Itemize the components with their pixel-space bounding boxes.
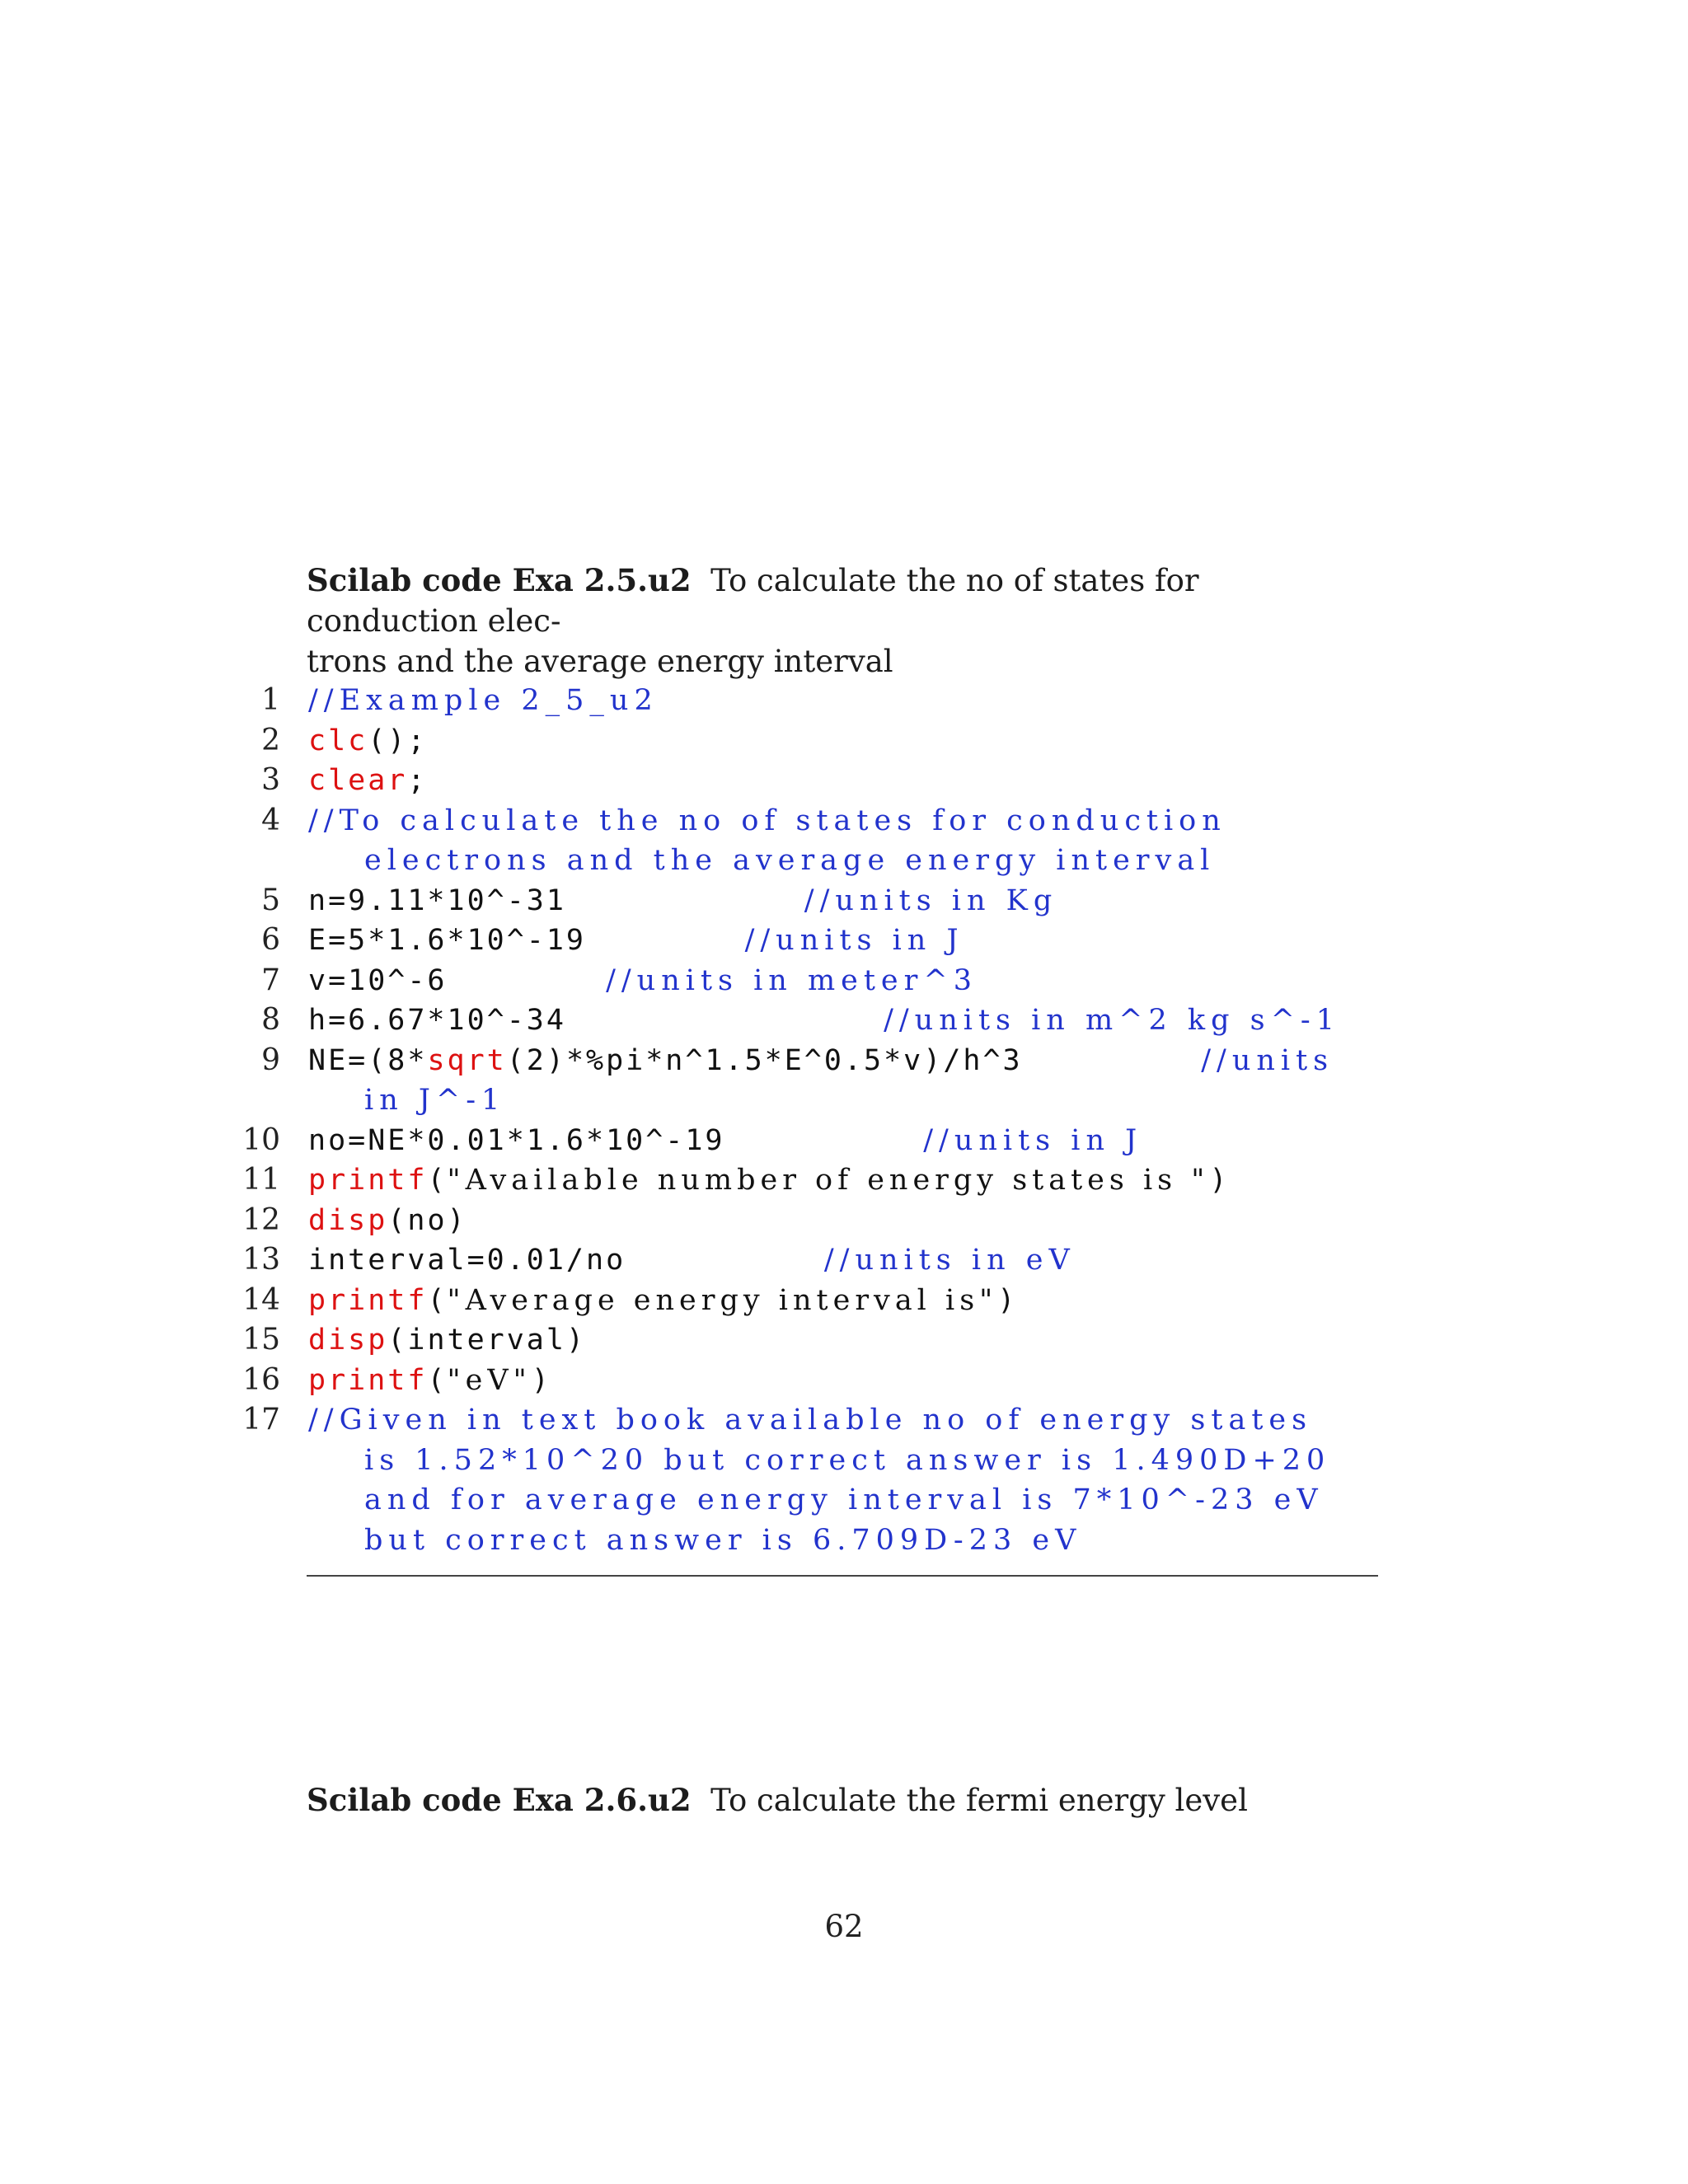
next-example-heading [307,1780,1378,1821]
code-comment: but correct answer is 6.709D-23 eV [364,1523,1082,1557]
example-label: Scilab code Exa 2.5.u2 [307,562,692,598]
code-line [239,801,1376,841]
code-line [239,1201,1376,1241]
code-content [308,1080,1376,1121]
code-text: no=NE*0.01*1.6*10^-19 [308,1123,924,1157]
code-string: "eV" [447,1363,532,1397]
code-line [239,1320,1376,1361]
code-function: printf [308,1164,428,1197]
code-text: ) [531,1363,551,1397]
code-text: ( [427,1363,448,1397]
code-comment: and for average energy interval is 7*10^-23 eV [364,1483,1324,1516]
example-label: Scilab code Exa 2.6.u2 [307,1782,692,1818]
code-text: n=9.11*10^-31 [308,883,804,917]
code-line [239,881,1376,921]
code-text: ) [1209,1164,1230,1197]
code-comment: //units in m^2 kg s^-1 [884,1004,1340,1037]
line-number: 5 [261,883,280,917]
code-text: NE=(8* [308,1043,428,1077]
code-content [308,1240,1355,1281]
code-line [239,1041,1376,1081]
code-content [308,1361,1355,1401]
code-function: sqrt [427,1043,507,1077]
code-line [239,681,1376,721]
line-number: 1 [261,683,280,717]
code-line [239,1121,1376,1161]
code-content [308,1521,1376,1561]
code-content [308,1400,1355,1441]
code-function: disp [308,1324,388,1357]
code-string: "Average energy interval is" [447,1283,998,1317]
code-text: h=6.67*10^-34 [308,1004,884,1037]
code-content [308,1160,1355,1201]
line-number: 3 [261,763,280,797]
code-content [308,1121,1355,1161]
code-comment: //units in meter^3 [606,963,978,997]
code-comment: //units in J [923,1123,1143,1157]
code-line-continuation [239,1521,1376,1561]
code-content [308,1320,1355,1361]
code-content [308,1480,1376,1521]
code-line [239,1240,1376,1281]
code-text: (interval) [387,1324,587,1357]
code-content [308,921,1355,961]
example-title: To calculate the no of states for conduction elec- [307,563,1199,639]
line-number: 4 [261,803,280,837]
line-number: 6 [261,923,280,957]
code-comment: //To calculate the no of states for conduction [308,804,1226,837]
code-text: ; [407,764,428,797]
code-text: (); [368,724,428,757]
line-number: 12 [242,1202,280,1237]
line-number: 14 [242,1282,280,1317]
line-number: 9 [261,1043,280,1077]
line-number: 16 [242,1362,280,1397]
code-line [239,1001,1376,1041]
code-text: ( [427,1283,448,1317]
heading-line-2: trons and the average energy interval [307,644,893,679]
code-content [308,801,1355,841]
line-number: 11 [242,1163,280,1197]
code-content [308,881,1355,921]
code-content [308,1041,1355,1081]
code-content [308,1281,1355,1321]
code-content [308,681,1355,721]
code-text: interval=0.01/no [308,1244,824,1277]
code-comment: //Given in text book available no of energy states [308,1404,1313,1436]
code-line [239,961,1376,1001]
code-comment: electrons and the average energy interval [364,844,1216,877]
line-number: 13 [242,1243,280,1277]
code-comment: //Example 2_5_u2 [308,684,659,717]
code-content [308,1201,1355,1241]
code-comment: //units in Kg [804,883,1058,917]
code-line [239,761,1376,801]
code-text: E=5*1.6*10^-19 [308,924,745,957]
code-function: disp [308,1203,388,1237]
code-comment: //units in eV [823,1244,1076,1277]
line-number: 2 [261,723,280,757]
example-title: To calculate the fermi energy level [710,1783,1248,1818]
code-content [308,1441,1376,1481]
code-function: printf [308,1283,428,1317]
code-function: clear [308,764,408,797]
code-text: v=10^-6 [308,963,607,997]
code-line [239,721,1376,762]
horizontal-rule [307,1575,1378,1577]
code-function: clc [308,724,368,757]
code-line-continuation [239,1480,1376,1521]
line-number: 15 [242,1323,280,1357]
code-text: ) [997,1283,1018,1317]
code-comment: in J^-1 [364,1084,506,1117]
code-content [308,721,1355,762]
code-comment: //units [1201,1043,1334,1077]
code-line [239,1400,1376,1441]
code-text: (2)*%pi*n^1.5*E^0.5*v)/h^3 [506,1043,1202,1077]
code-function: printf [308,1363,428,1397]
code-text: ( [427,1164,448,1197]
page-number: 62 [824,1909,864,1944]
code-listing [239,681,1376,1560]
code-comment: //units in J [744,924,964,957]
example-heading [307,560,1378,682]
code-line [239,1281,1376,1321]
code-content [308,961,1355,1001]
code-string: "Available number of energy states is " [447,1164,1210,1197]
code-content [308,761,1355,801]
code-content [308,841,1376,881]
code-line-continuation [239,841,1376,881]
code-line-continuation [239,1441,1376,1481]
code-line [239,1361,1376,1401]
code-line [239,921,1376,961]
line-number: 8 [261,1003,280,1037]
code-comment: is 1.52*10^20 but correct answer is 1.490D+20 [364,1443,1331,1477]
line-number: 10 [242,1122,280,1157]
code-text: (no) [387,1203,467,1237]
code-line-continuation [239,1080,1376,1121]
heading-line-1 [307,560,1378,641]
line-number: 17 [242,1403,280,1436]
line-number: 7 [261,963,280,997]
code-line [239,1160,1376,1201]
code-content [308,1001,1355,1041]
